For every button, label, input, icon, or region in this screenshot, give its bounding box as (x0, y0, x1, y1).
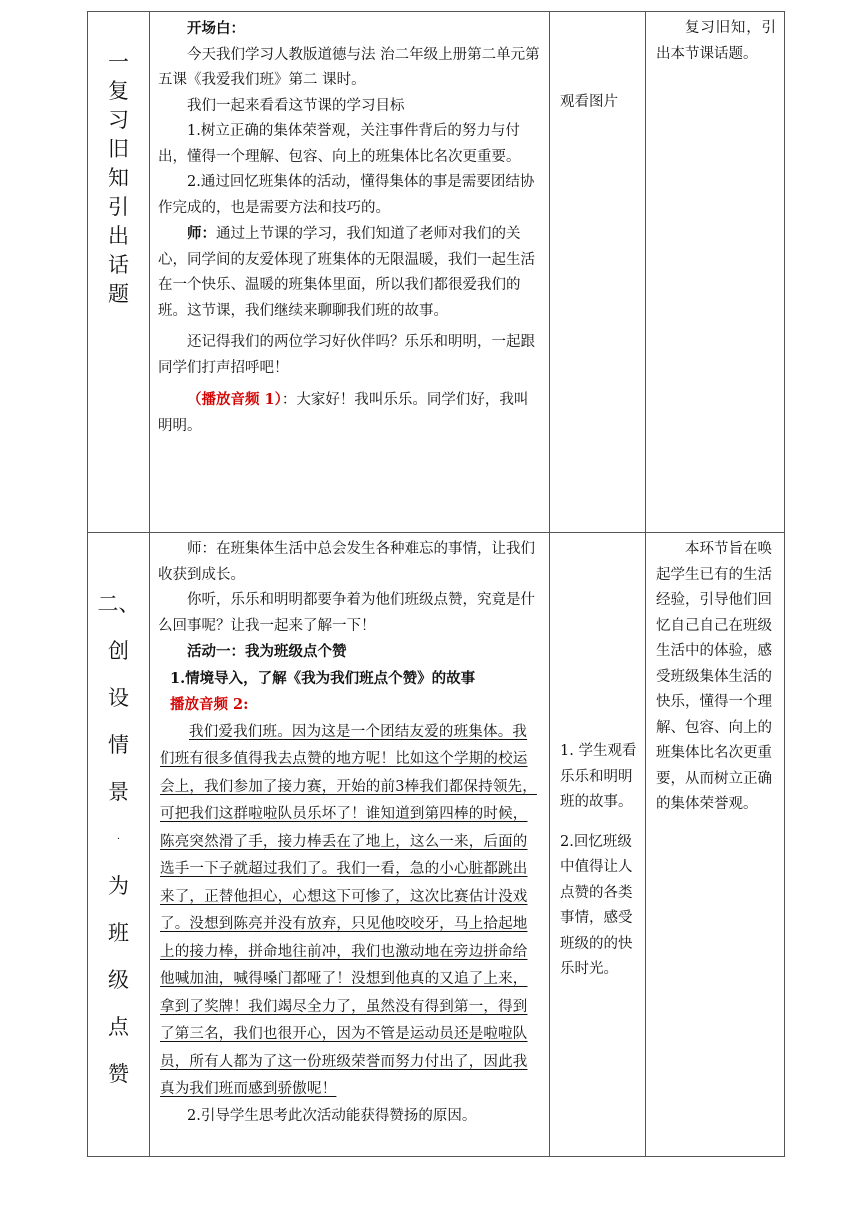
student-activity-cell (550, 533, 646, 1157)
design-intent-cell (646, 533, 785, 1157)
content-paragraph: 你听，乐乐和明明都要争着为他们班级点赞，究竟是什么回事呢？让我一起来了解一下！ (158, 592, 535, 634)
audio-paragraph: （播放音频 1）：大家好！我叫乐乐。同学们好，我叫明明。 (158, 391, 529, 434)
table-row (88, 12, 785, 533)
content-paragraph: 今天我们学习人教版道德与法 治二年级上册第二单元第五课《我爱我们班》第二 课时。 (158, 46, 540, 88)
stage-cell (88, 533, 150, 1157)
intro-label: 开场白： (187, 20, 245, 37)
activity-title: 活动一：我为班级点个赞 (187, 643, 347, 660)
teacher-label: 师： (187, 225, 216, 242)
lesson-plan-table (87, 11, 785, 1157)
design-intent: 本环节旨在唤起学生已有的生活经验，引导他们回忆自己自己在班级生活中的体验，感受班级集体生活的快乐，懂得一个理解、包容、向上的班集体比名次更重要，从而树立正确的集体荣誉观。 (656, 541, 772, 812)
student-activity-1: 1. 学生观看乐乐和明明班的故事。 (560, 743, 637, 810)
objective-1: 1.树立正确的集体荣誉观，关注事件背后的努力与付出，懂得一个理解、包容、向上的班集体比名次更重要。 (158, 123, 521, 165)
student-activity-cell (550, 12, 646, 533)
audio-label: （播放音频 1） (187, 391, 282, 408)
student-activity (550, 533, 645, 983)
content-paragraph: 师：在班集体生活中总会发生各种难忘的事情，让我们收获到成长。 (158, 541, 535, 583)
step-2: 2.引导学生思考此次活动能获得赞扬的原因。 (187, 1107, 477, 1124)
design-intent-cell (646, 12, 785, 533)
stage-cell (88, 12, 150, 533)
student-activity: 观看图片 (560, 94, 618, 110)
objective-2: 2.通过回忆班集体的活动，懂得集体的事是需要团结协作完成的，也是需要方法和技巧的。 (158, 174, 535, 216)
content-paragraph: 我们一起来看看这节课的学习目标 (187, 97, 405, 114)
teaching-content-cell (150, 533, 550, 1157)
step-1: 1.情境导入，了解《我为我们班点个赞》的故事 (170, 669, 476, 687)
design-intent: 复习旧知，引出本节课话题。 (656, 20, 776, 62)
table-row (88, 533, 785, 1157)
audio-label: 播放音频 2: (170, 696, 249, 713)
stage-title: 一 复 习 旧 知 引 出 话 题 (108, 50, 129, 306)
student-activity-2: 2.回忆班级中值得让人点赞的各类事情，感受班级的的快乐时光。 (560, 833, 633, 977)
teacher-paragraph: 师：通过上节课的学习，我们知道了老师对我们的关心，同学间的友爱体现了班集体的无限温暖，我们一起生活在一个快乐、温暖的班集体里面，所以我们都很爱我们的班。这节课，我们继续来聊聊我们班的故事。 (158, 225, 535, 319)
content-paragraph: 还记得我们的两位学习好伙伴吗？乐乐和明明，一起跟同学们打声招呼吧！ (158, 334, 535, 376)
teaching-content-cell (150, 12, 550, 533)
story-text: 我们爱我们班。因为这是一个团结友爱的班集体。我们班有很多值得我去点赞的地方呢！比如这个学期的校运会上，我们参加了接力赛，开始的前3棒我们都保持领先，可把我们这群啦啦队员乐坏了！谁知道到第四棒的时候，陈亮突然滑了手，接力棒丢在了地上，这么一来，后面的选手一下子就超过我们了。我们一看，急的小心脏都跳出来了，正替他担心，心想这下可惨了，这次比赛估计没戏了。没想到陈亮并没有放弃，只见他咬咬牙，马上拾起地上的接力棒，拼命地往前冲，我们也激动地在旁边拼命给他喊加油，喊得嗓门都哑了！没想到他真的又追了上来，拿到了奖牌！我们竭尽全力了，虽然没有得到第一，得到了第三名，我们也很开心，因为不管是运动员还是啦啦队员，所有人都为了这一份班级荣誉而努力付出了，因此我真为我们班而感到骄傲呢！ (160, 723, 537, 1097)
stage-title: 二、 创 设 情 景 · 为 班 级 点 赞 (97, 592, 140, 1086)
